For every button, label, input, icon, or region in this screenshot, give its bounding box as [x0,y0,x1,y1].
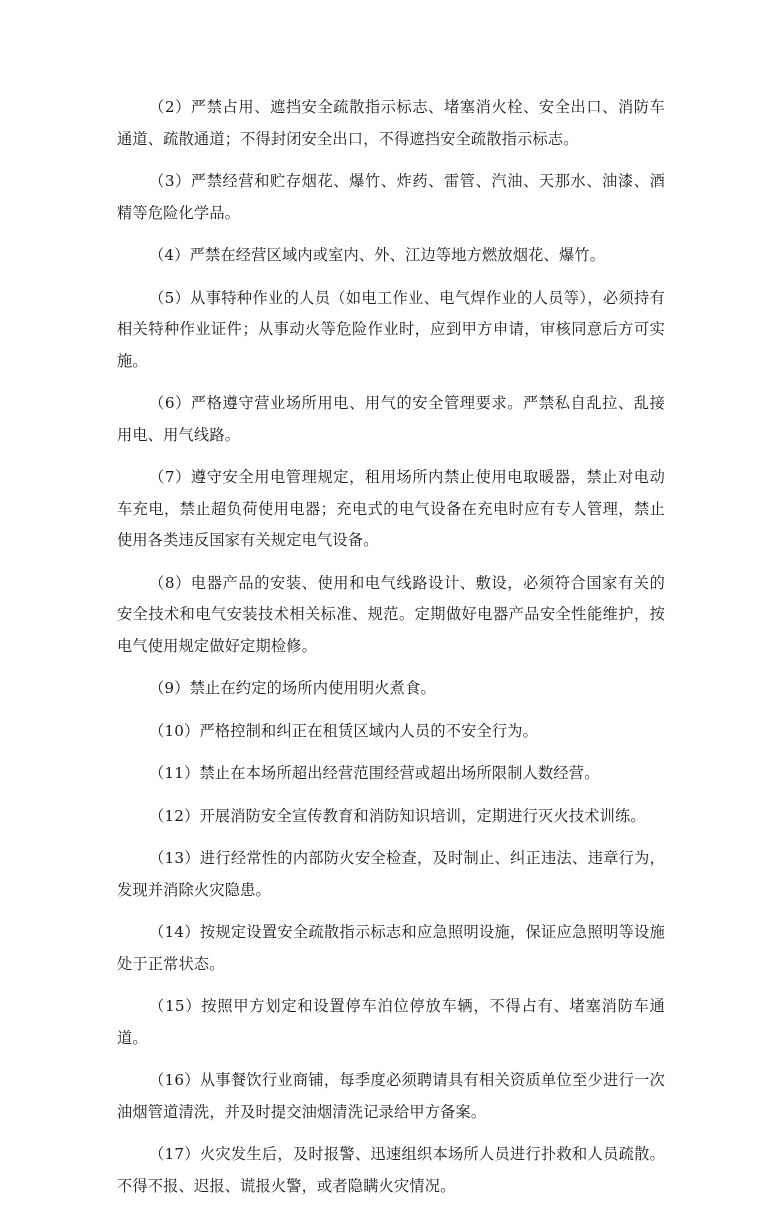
clause-4: （4）严禁在经营区域内或室内、外、江边等地方燃放烟花、爆竹。 [149,246,606,264]
clause-16: （16）从事餐饮行业商铺，每季度必须聘请具有相关资质单位至少进行一次油烟管道清洗，并及时提交油烟清洗记录给甲方备案。 [117,1071,665,1121]
clause-13: （13）进行经常性的内部防火安全检查，及时制止、纠正违法、违章行为，发现并消除火灾隐患。 [117,849,665,899]
clause-15: （15）按照甲方划定和设置停车泊位停放车辆，不得占有、堵塞消防车通道。 [117,997,665,1047]
clause-17: （17）火灾发生后，及时报警、迅速组织本场所人员进行扑救和人员疏散。不得不报、迟报、谎报火警，或者隐瞒火灾情况。 [117,1145,665,1195]
clause-6: （6）严格遵守营业场所用电、用气的安全管理要求。严禁私自乱拉、乱接用电、用气线路。 [117,394,665,444]
clause-7: （7）遵守安全用电管理规定，租用场所内禁止使用电取暖器，禁止对电动车充电，禁止超负荷使用电器；充电式的电气设备在充电时应有专人管理，禁止使用各类违反国家有关规定电气设备。 [117,468,665,549]
clause-5: （5）从事特种作业的人员（如电工作业、电气焊作业的人员等），必须持有相关特种作业证件；从事动火等危险作业时，应到甲方申请，审核同意后方可实施。 [117,288,665,370]
clause-9: （9）禁止在约定的场所内使用明火煮食。 [149,679,436,697]
clause-12: （12）开展消防安全宣传教育和消防知识培训，定期进行灭火技术训练。 [149,806,646,825]
clause-3: （3）严禁经营和贮存烟花、爆竹、炸药、雷管、汽油、天那水、油漆、酒精等危险化学品。 [117,172,665,222]
clause-14: （14）按规定设置安全疏散指示标志和应急照明设施，保证应急照明等设施处于正常状态。 [117,923,665,973]
clause-2: （2）严禁占用、遮挡安全疏散指示标志、堵塞消火栓、安全出口、消防车通道、疏散通道；不得封闭安全出口，不得遮挡安全疏散指示标志。 [117,98,665,148]
document-page [117,92,665,1213]
clause-10: （10）严格控制和纠正在租赁区域内人员的不安全行为。 [149,721,539,740]
clause-8: （8）电器产品的安装、使用和电气线路设计、敷设，必须符合国家有关的安全技术和电气安装技术相关标准、规范。定期做好电器产品安全性能维护，按电气使用规定做好定期检修。 [117,573,665,655]
clause-11: （11）禁止在本场所超出经营范围经营或超出场所限制人数经营。 [149,764,600,782]
